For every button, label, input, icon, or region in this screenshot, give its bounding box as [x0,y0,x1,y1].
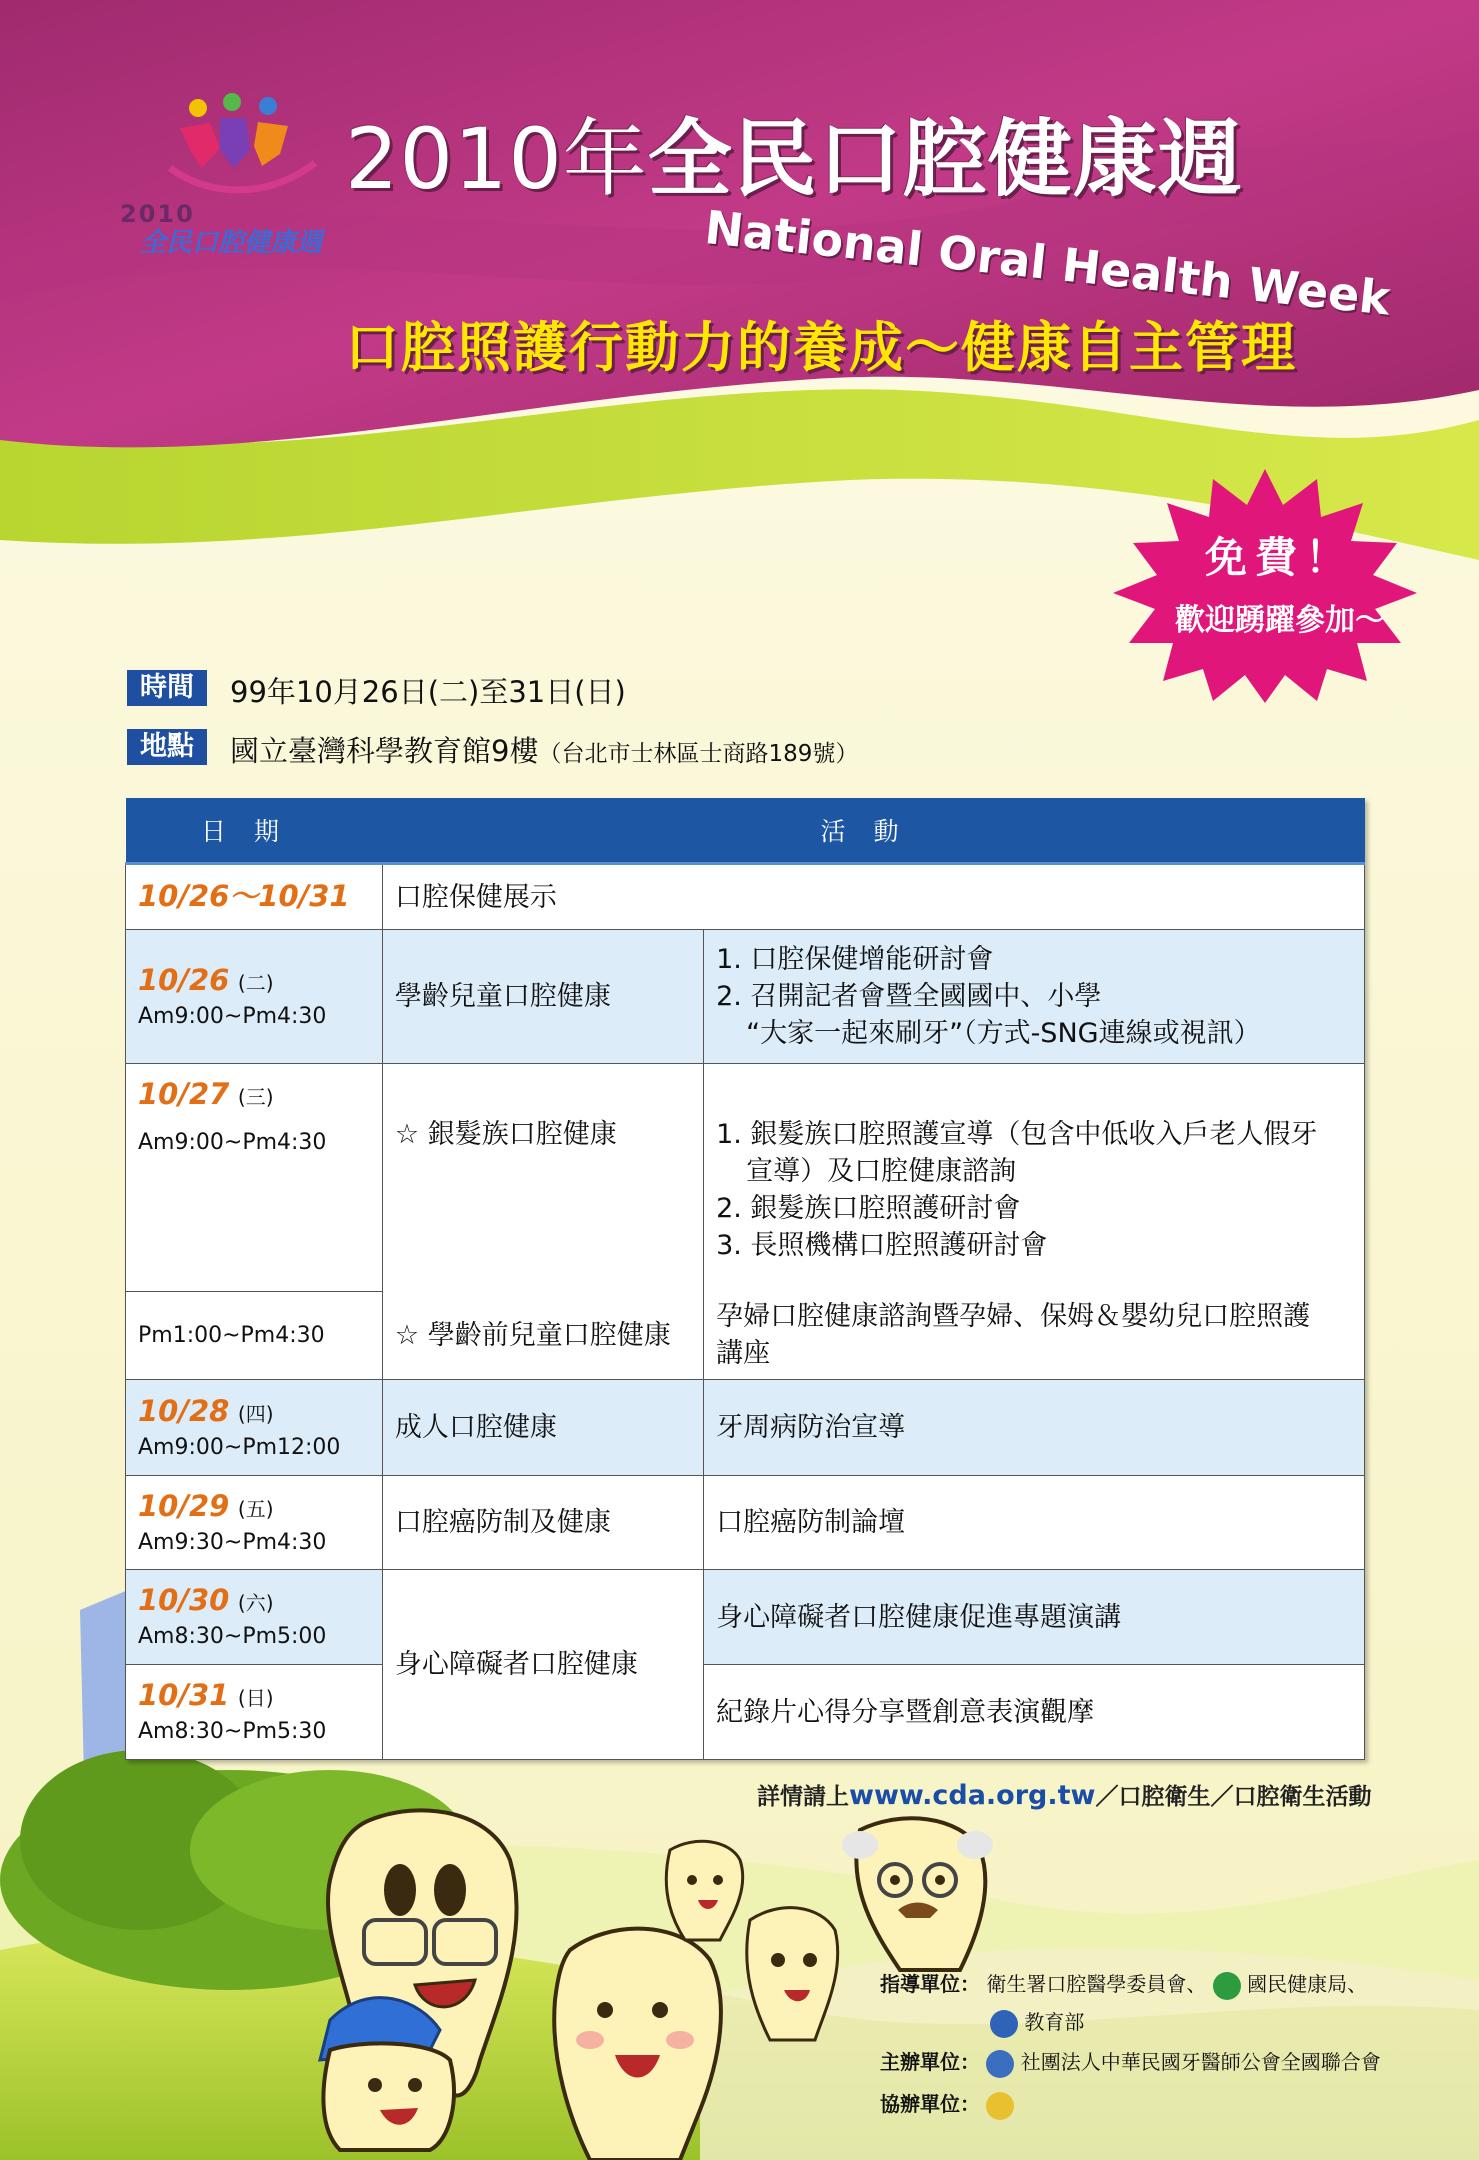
activity-cell: 身心障礙者口腔健康促進專題演講 [704,1570,1365,1665]
welcome-label: 歡迎踴躍參加～ [1175,603,1385,638]
english-title: National Oral Health Week [702,200,1393,326]
activity-cell: 1. 銀髮族口腔照護宣導（包含中低收入戶老人假牙 宣導）及口腔健康諮詢 2. 銀髮族口腔照護研討會 3. 長照機構口腔照護研討會 [704,1064,1365,1292]
table-row [126,1476,1365,1570]
logo-year: 2010 [120,200,195,228]
activity-cell: 1. 口腔保健增能研討會 2. 召開記者會暨全國國中、小學 “大家一起來刷牙”（方式-SNG連線或視訊） [704,930,1365,1064]
host-units: 主辦單位： 社團法人中華民國牙醫師公會全國聯合會 [880,2046,1381,2078]
tooth-elder-icon [842,1818,993,1970]
activity-cell: 紀錄片心得分享暨創意表演觀摩 [704,1665,1365,1760]
table-row [126,930,1365,1064]
topic-cell: 口腔癌防制及健康 [382,1476,703,1570]
co-units [880,2088,1014,2120]
table-row [126,1292,1365,1380]
table-header-row [126,798,1365,864]
website-link[interactable]: www.cda.org.tw [849,1780,1096,1811]
topic-cell: 口腔保健展示 [382,864,1364,930]
co-label: 協辦單位： [880,2092,980,2116]
tooth-smile-icon [554,1929,721,2160]
date-cell: 10/26 (二) Am9:00~Pm4:30 [126,930,383,1064]
date-cell: 10/28 (四) Am9:00~Pm12:00 [126,1380,383,1476]
table-row [126,1570,1365,1665]
topic-cell: ☆ 銀髮族口腔健康 [382,1064,703,1292]
tooth-small-icon [666,1841,742,1940]
table-row [126,1064,1365,1292]
date-cell: 10/26～10/31 [126,864,383,930]
time-label: 時間 [127,670,207,706]
schedule-table [125,798,1365,1760]
date-cell: 10/27 (三) Am9:00~Pm4:30 [126,1064,383,1292]
dental-association-logo-icon [986,2050,1014,2078]
guide-units-2: 教育部 [990,2006,1084,2038]
header-activity: 活動 [382,798,1364,864]
date-cell: 10/30 (六) Am8:30~Pm5:00 [126,1570,383,1665]
host-label: 主辦單位： [880,2050,980,2074]
bureau-health-logo-icon [1213,1972,1241,2000]
activity-cell: 牙周病防治宣導 [704,1380,1365,1476]
page-title [345,92,1243,213]
guide-units: 指導單位： 衛生署口腔醫學委員會、 國民健康局、 [880,1968,1367,2000]
slogan: 口腔照護行動力的養成～健康自主管理 [345,316,1297,379]
ministry-education-logo-icon [990,2010,1018,2038]
title-main-text: 全民口腔健康週 [647,110,1243,208]
free-starburst [1105,465,1425,705]
logo-text: 全民口腔健康週 [140,228,323,258]
activity-cell: 口腔癌防制論壇 [704,1476,1365,1570]
place-value [230,729,858,770]
topic-cell: 成人口腔健康 [382,1380,703,1476]
tooth-medium-icon [747,1908,838,2040]
table-row [126,1665,1365,1760]
tooth-cap-icon [320,1998,454,2150]
co-organizer-logo-icon [986,2092,1014,2120]
title-year: 2010年 [345,110,648,208]
topic-cell: ☆ 學齡前兒童口腔健康 [382,1292,703,1380]
event-logo-icon [150,88,320,198]
venue-name: 國立臺灣科學教育館9樓 [230,734,539,768]
table-row [126,1380,1365,1476]
topic-cell: 身心障礙者口腔健康 [382,1570,703,1760]
header-date: 日期 [126,798,383,864]
place-label: 地點 [127,729,207,765]
activity-cell: 孕婦口腔健康諮詢暨孕婦、保姆＆嬰幼兒口腔照護 講座 [704,1292,1365,1380]
time-value: 99年10月26日(二)至31日(日) [230,675,626,709]
date-cell: Pm1:00~Pm4:30 [126,1292,383,1380]
free-label: 免費！ [1204,533,1355,582]
topic-cell: 學齡兒童口腔健康 [382,930,703,1064]
date-cell: 10/29 (五) Am9:30~Pm4:30 [126,1476,383,1570]
table-row [126,864,1365,930]
venue-address: （台北市士林區士商路189號） [538,741,859,767]
more-info-line: 詳情請上www.cda.org.tw／口腔衛生／口腔衛生活動 [757,1780,1372,1811]
date-cell: 10/31 (日) Am8:30~Pm5:30 [126,1665,383,1760]
guide-label: 指導單位： [880,1972,980,1996]
